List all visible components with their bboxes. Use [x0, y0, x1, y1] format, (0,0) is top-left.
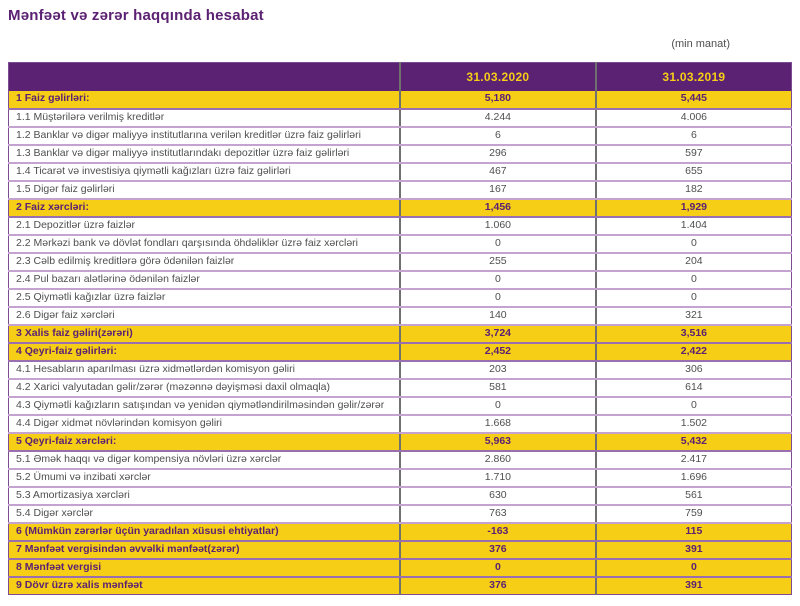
table-row: [9, 199, 792, 217]
table-row: [9, 397, 792, 415]
row-value-2019: 5,432: [596, 433, 792, 451]
row-value-2019: 1.696: [596, 469, 792, 487]
row-value-2019: 0: [596, 271, 792, 289]
row-value-2020: 467: [400, 163, 596, 181]
table-row: [9, 253, 792, 271]
row-value-2019: 0: [596, 397, 792, 415]
row-value-2019: 391: [596, 541, 792, 559]
column-header-empty: [9, 63, 401, 91]
profit-loss-table: [8, 62, 792, 595]
row-value-2019: 759: [596, 505, 792, 523]
row-value-2020: 5,963: [400, 433, 596, 451]
row-value-2020: 4.244: [400, 109, 596, 127]
row-value-2020: 376: [400, 541, 596, 559]
row-value-2019: 6: [596, 127, 792, 145]
row-value-2020: 255: [400, 253, 596, 271]
row-label: 1.5 Digər faiz gəlirləri: [9, 181, 401, 199]
row-value-2020: 5,180: [400, 91, 596, 109]
row-label: 2.2 Mərkəzi bank və dövlət fondları qarşısında öhdəliklər üzrə faiz xərcləri: [9, 235, 401, 253]
table-row: [9, 127, 792, 145]
row-value-2019: 1.502: [596, 415, 792, 433]
table-row: [9, 109, 792, 127]
table-row: [9, 559, 792, 577]
table-row: [9, 325, 792, 343]
row-value-2019: 4.006: [596, 109, 792, 127]
row-label: 4.2 Xarici valyutadan gəlir/zərər (məzənnə dəyişməsi daxil olmaqla): [9, 379, 401, 397]
row-value-2020: 296: [400, 145, 596, 163]
table-row: [9, 289, 792, 307]
table-row: [9, 181, 792, 199]
row-value-2019: 0: [596, 289, 792, 307]
row-label: 3 Xalis faiz gəliri(zərəri): [9, 325, 401, 343]
row-label: 2 Faiz xərcləri:: [9, 199, 401, 217]
row-value-2020: 2.860: [400, 451, 596, 469]
row-label: 5.4 Digər xərclər: [9, 505, 401, 523]
row-label: 2.3 Cəlb edilmiş kreditlərə görə ödənilən faizlər: [9, 253, 401, 271]
table-row: [9, 163, 792, 181]
row-label: 2.4 Pul bazarı alətlərinə ödənilən faizlər: [9, 271, 401, 289]
row-value-2019: 321: [596, 307, 792, 325]
row-label: 1 Faiz gəlirləri:: [9, 91, 401, 109]
table-body: [9, 91, 792, 595]
table-row: [9, 577, 792, 595]
row-value-2020: 1.668: [400, 415, 596, 433]
row-value-2019: 2.417: [596, 451, 792, 469]
row-value-2020: 0: [400, 397, 596, 415]
row-label: 5.3 Amortizasiya xərcləri: [9, 487, 401, 505]
row-value-2019: 5,445: [596, 91, 792, 109]
row-value-2020: 630: [400, 487, 596, 505]
row-label: 2.5 Qiymətli kağızlar üzrə faizlər: [9, 289, 401, 307]
table-row: [9, 91, 792, 109]
row-label: 8 Mənfəət vergisi: [9, 559, 401, 577]
row-value-2020: 0: [400, 235, 596, 253]
table-row: [9, 217, 792, 235]
table-row: [9, 541, 792, 559]
row-label: 6 (Mümkün zərərlər üçün yaradılan xüsusi ehtiyatlar): [9, 523, 401, 541]
table-row: [9, 145, 792, 163]
row-value-2020: 6: [400, 127, 596, 145]
table-row: [9, 451, 792, 469]
row-label: 2.1 Depozitlər üzrə faizlər: [9, 217, 401, 235]
row-value-2019: 182: [596, 181, 792, 199]
row-label: 9 Dövr üzrə xalis mənfəət: [9, 577, 401, 595]
unit-note: (min manat): [671, 38, 730, 50]
row-label: 1.1 Müştərilərə verilmiş kreditlər: [9, 109, 401, 127]
row-value-2020: 0: [400, 271, 596, 289]
row-value-2020: 140: [400, 307, 596, 325]
table-header-row: [9, 63, 792, 91]
page-title: Mənfəət və zərər haqqında hesabat: [8, 7, 264, 24]
row-label: 4.4 Digər xidmət növlərindən komisyon gəliri: [9, 415, 401, 433]
row-value-2019: 561: [596, 487, 792, 505]
table-row: [9, 343, 792, 361]
table-row: [9, 271, 792, 289]
table-row: [9, 433, 792, 451]
table-row: [9, 505, 792, 523]
table-row: [9, 487, 792, 505]
row-label: 5.1 Əmək haqqı və digər kompensiya növləri üzrə xərclər: [9, 451, 401, 469]
row-value-2019: 614: [596, 379, 792, 397]
row-value-2019: 0: [596, 235, 792, 253]
row-value-2020: 581: [400, 379, 596, 397]
row-label: 4.1 Hesabların aparılması üzrə xidmətlərdən komisyon gəliri: [9, 361, 401, 379]
row-value-2019: 597: [596, 145, 792, 163]
row-label: 5 Qeyri-faiz xərcləri:: [9, 433, 401, 451]
row-value-2020: 763: [400, 505, 596, 523]
row-value-2019: 115: [596, 523, 792, 541]
row-value-2020: 1.710: [400, 469, 596, 487]
row-label: 2.6 Digər faiz xərcləri: [9, 307, 401, 325]
column-header-2019: 31.03.2019: [596, 63, 792, 91]
row-value-2020: 376: [400, 577, 596, 595]
row-value-2020: 1,456: [400, 199, 596, 217]
table-row: [9, 235, 792, 253]
row-value-2019: 391: [596, 577, 792, 595]
row-value-2019: 3,516: [596, 325, 792, 343]
row-value-2020: 167: [400, 181, 596, 199]
row-value-2020: 2,452: [400, 343, 596, 361]
table-row: [9, 307, 792, 325]
table-row: [9, 469, 792, 487]
row-value-2019: 1,929: [596, 199, 792, 217]
table-row: [9, 415, 792, 433]
table-row: [9, 523, 792, 541]
row-value-2020: 0: [400, 559, 596, 577]
row-value-2019: 1.404: [596, 217, 792, 235]
row-value-2019: 2,422: [596, 343, 792, 361]
row-value-2020: 1.060: [400, 217, 596, 235]
row-label: 7 Mənfəət vergisindən əvvəlki mənfəət(zərər): [9, 541, 401, 559]
row-label: 4 Qeyri-faiz gəlirləri:: [9, 343, 401, 361]
row-value-2019: 204: [596, 253, 792, 271]
table-row: [9, 361, 792, 379]
row-value-2020: -163: [400, 523, 596, 541]
row-value-2020: 203: [400, 361, 596, 379]
row-label: 5.2 Ümumi və inzibati xərclər: [9, 469, 401, 487]
table-row: [9, 379, 792, 397]
column-header-2020: 31.03.2020: [400, 63, 596, 91]
row-value-2019: 306: [596, 361, 792, 379]
row-value-2020: 3,724: [400, 325, 596, 343]
row-value-2020: 0: [400, 289, 596, 307]
row-label: 1.3 Banklar və digər maliyyə institutlarındakı depozitlər üzrə faiz gəlirləri: [9, 145, 401, 163]
row-label: 1.2 Banklar və digər maliyyə institutlarına verilən kreditlər üzrə faiz gəlirləri: [9, 127, 401, 145]
row-value-2019: 0: [596, 559, 792, 577]
row-label: 1.4 Ticarət və investisiya qiymətli kağızları üzrə faiz gəlirləri: [9, 163, 401, 181]
row-label: 4.3 Qiymətli kağızların satışından və yenidən qiymətləndirilməsindən gəlir/zərər: [9, 397, 401, 415]
row-value-2019: 655: [596, 163, 792, 181]
